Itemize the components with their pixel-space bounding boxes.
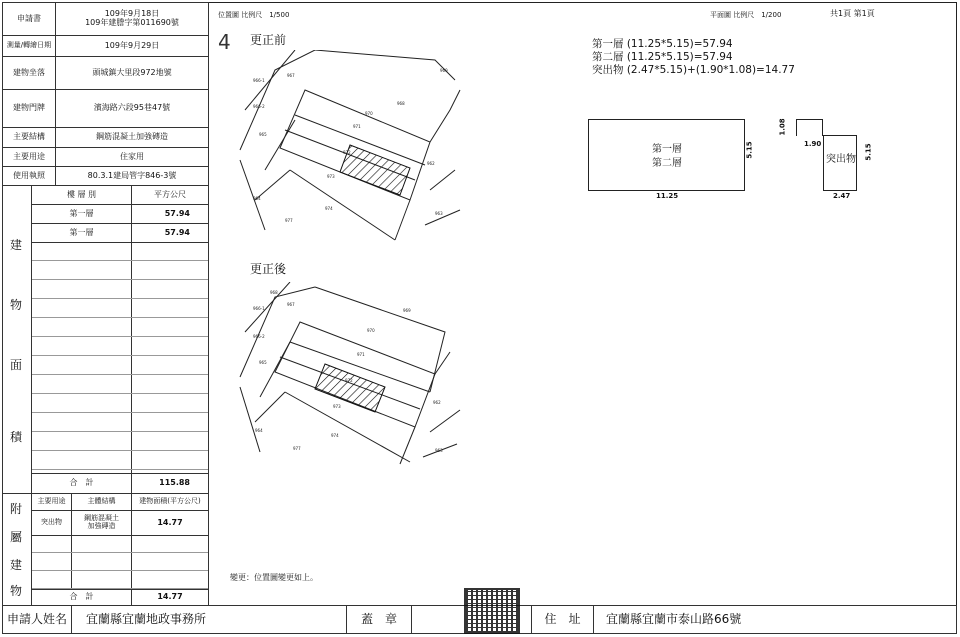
area-total-value: 115.88: [131, 473, 209, 494]
location-map-number: 4: [218, 30, 231, 54]
svg-text:972: 972: [343, 150, 351, 155]
area-row-value: 57.94: [131, 223, 209, 243]
annex-side-char: 屬: [10, 530, 23, 544]
label-structure: 主要結構: [2, 127, 56, 148]
footer-address-value: 宜蘭縣宜蘭市泰山路66號: [593, 605, 957, 634]
svg-text:977: 977: [285, 218, 293, 223]
plan-main-width: 11.25: [656, 192, 679, 200]
svg-text:967: 967: [287, 302, 295, 307]
plan-header: 平面圖 比例尺 1/200: [710, 11, 782, 19]
svg-text:965: 965: [259, 360, 267, 365]
area-row-floor: 第一層: [31, 204, 132, 224]
value-license: 80.3.1建局管字846-3號: [55, 166, 209, 186]
plan-annex-top-rect: [796, 119, 823, 136]
plan-main-label-2: 第二層: [652, 158, 682, 169]
svg-text:977: 977: [293, 446, 301, 451]
svg-text:964: 964: [253, 196, 261, 201]
svg-text:970: 970: [365, 111, 373, 116]
area-header-floor: 樓 層 別: [31, 185, 132, 205]
formula-line: 第二層 (11.25*5.15)=57.94: [592, 51, 733, 63]
annex-row-use: 突出物: [31, 510, 72, 536]
value-location: 頭城鎮大里段972地號: [55, 56, 209, 90]
annex-header-structure: 主體結構: [71, 493, 132, 511]
svg-text:973: 973: [333, 404, 341, 409]
annex-total-label: 合 計: [31, 589, 132, 606]
annex-total-value: 14.77: [131, 589, 209, 606]
svg-text:962: 962: [427, 161, 435, 166]
plan-main-height: 5.15: [745, 141, 754, 159]
svg-text:962: 962: [433, 400, 441, 405]
plan-annex-label: 突出物: [826, 154, 856, 165]
plan-annex-height: 5.15: [864, 143, 873, 161]
footer-address-label: 住 址: [531, 605, 594, 634]
change-note: 變更：位置圖變更如上。: [230, 573, 318, 582]
svg-text:974: 974: [325, 206, 333, 211]
label-application: 申請書: [2, 2, 56, 36]
svg-text:974: 974: [331, 433, 339, 438]
svg-text:969: 969: [440, 68, 448, 73]
page-count: 共1頁 第1頁: [830, 9, 875, 18]
footer-applicant-value: 宜蘭縣宜蘭地政事務所: [71, 605, 347, 634]
annex-header-use: 主要用途: [31, 493, 72, 511]
formula-line: 突出物 (2.47*5.15)+(1.90*1.08)=14.77: [592, 64, 795, 76]
label-survey-date: 測量/轉繪日期: [2, 35, 56, 57]
value-survey-date: 109年9月29日: [55, 35, 209, 57]
svg-text:966-2: 966-2: [253, 334, 265, 339]
area-empty-grid: [31, 242, 209, 474]
label-use: 主要用途: [2, 147, 56, 167]
annex-side-char: 物: [10, 584, 23, 598]
annex-side-char: 附: [10, 502, 23, 516]
area-side-char: 物: [10, 298, 23, 312]
area-total-label: 合 計: [31, 473, 132, 494]
svg-text:969: 969: [403, 308, 411, 313]
svg-text:968: 968: [397, 101, 405, 106]
location-map-header: 位置圖 比例尺 1/500: [218, 11, 290, 19]
svg-text:970: 970: [367, 328, 375, 333]
annex-side-char: 建: [10, 558, 23, 572]
svg-text:971: 971: [353, 124, 361, 129]
label-address: 建物門牌: [2, 89, 56, 128]
label-location: 建物坐落: [2, 56, 56, 90]
svg-text:971: 971: [357, 352, 365, 357]
svg-text:965: 965: [259, 132, 267, 137]
svg-text:966-1: 966-1: [253, 306, 265, 311]
area-header-unit: 平方公尺: [131, 185, 209, 205]
annex-header-area: 建物面積(平方公尺): [131, 493, 209, 511]
plan-main-label-1: 第一層: [652, 144, 682, 155]
svg-text:967: 967: [287, 73, 295, 78]
svg-text:964: 964: [255, 428, 263, 433]
svg-text:968: 968: [270, 290, 278, 295]
svg-text:963: 963: [435, 448, 443, 453]
svg-text:973: 973: [327, 174, 335, 179]
location-map-after: [235, 282, 465, 472]
svg-text:966-1: 966-1: [253, 78, 265, 83]
svg-text:966-2: 966-2: [253, 104, 265, 109]
value-application: 109年9月18日 109年建謄字第011690號: [55, 2, 209, 36]
label-license: 使用執照: [2, 166, 56, 186]
area-side-column: [2, 185, 32, 494]
location-map-before: [235, 50, 465, 250]
formula-line: 第一層 (11.25*5.15)=57.94: [592, 38, 733, 50]
value-use: 住家用: [55, 147, 209, 167]
area-side-char: 積: [10, 430, 23, 444]
before-title: 更正前: [250, 33, 287, 47]
annex-empty-grid: [31, 535, 209, 590]
svg-text:972: 972: [345, 378, 353, 383]
footer-seal-label: 蓋 章: [346, 605, 412, 634]
area-row-floor: 第一層: [31, 223, 132, 243]
annex-row-structure: 鋼筋混凝土 加強磚造: [71, 510, 132, 536]
plan-annex-top-width: 1.90: [804, 140, 822, 148]
plan-annex-width: 2.47: [833, 192, 851, 200]
area-row-value: 57.94: [131, 204, 209, 224]
svg-text:963: 963: [435, 211, 443, 216]
value-structure: 鋼筋混凝土加強磚造: [55, 127, 209, 148]
area-side-char: 建: [10, 238, 23, 252]
after-title: 更正後: [250, 262, 287, 276]
footer-applicant-label: 申請人姓名: [2, 605, 72, 634]
value-address: 濱海路六段95巷47號: [55, 89, 209, 128]
area-side-char: 面: [10, 358, 23, 372]
annex-row-area: 14.77: [131, 510, 209, 536]
area-formulas: [592, 38, 795, 77]
official-seal-stamp: [464, 588, 520, 634]
plan-annex-top-height: 1.08: [778, 118, 787, 136]
